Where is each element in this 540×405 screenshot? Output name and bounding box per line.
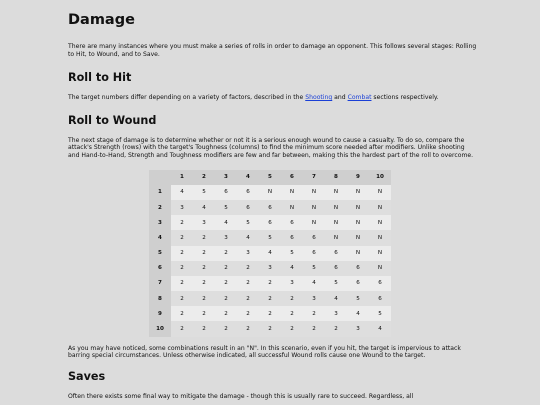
table-cell: 5 <box>215 200 237 215</box>
table-cell: 5 <box>347 291 369 306</box>
strength-row-header: 1 <box>149 185 171 200</box>
table-row <box>149 246 391 261</box>
table-cell: 6 <box>259 200 281 215</box>
table-cell: 2 <box>193 261 215 276</box>
table-cell: 5 <box>193 185 215 200</box>
wound-note-paragraph: As you may have noticed, some combinations result in an "N". In this scenario, even if you hit, the target is impervious to attack barring special circumstances. Unless otherwise indicated, all successful Wound rolls cause one Wound to the target. <box>68 344 461 360</box>
table-cell: N <box>325 200 347 215</box>
table-cell: 2 <box>237 306 259 321</box>
table-cell: 3 <box>215 230 237 245</box>
roll-to-hit-text-before: The target numbers differ depending on a variety of factors, described in the <box>68 94 306 102</box>
table-cell: 2 <box>215 306 237 321</box>
table-cell: 2 <box>281 291 303 306</box>
table-cell: 6 <box>237 200 259 215</box>
table-row <box>149 291 391 306</box>
table-cell: 6 <box>303 230 325 245</box>
table-row <box>149 230 391 245</box>
table-cell: N <box>259 185 281 200</box>
table-cell: N <box>347 185 369 200</box>
table-cell: 4 <box>237 230 259 245</box>
table-row <box>149 215 391 230</box>
roll-to-hit-text-after: sections respectively. <box>371 94 439 102</box>
table-cell: 2 <box>259 291 281 306</box>
table-cell: 2 <box>171 291 193 306</box>
table-cell: 2 <box>171 215 193 230</box>
wound-table-body <box>149 185 391 337</box>
table-cell: 4 <box>259 246 281 261</box>
table-cell: 2 <box>193 246 215 261</box>
table-cell: 2 <box>171 246 193 261</box>
table-cell: 4 <box>281 261 303 276</box>
table-cell: 3 <box>193 215 215 230</box>
strength-row-header: 4 <box>149 230 171 245</box>
table-cell: 2 <box>303 306 325 321</box>
saves-paragraph: Often there exists some final way to mitigate the damage - though this is usually rare to succeed. Regardless, all <box>68 392 414 400</box>
table-cell: 2 <box>215 246 237 261</box>
table-row <box>149 261 391 276</box>
table-cell: N <box>325 185 347 200</box>
toughness-column-header: 10 <box>369 170 391 185</box>
table-cell: 6 <box>281 230 303 245</box>
table-row <box>149 321 391 336</box>
table-cell: 4 <box>369 321 391 336</box>
table-cell: 6 <box>215 185 237 200</box>
table-cell: N <box>347 246 369 261</box>
table-cell: N <box>303 215 325 230</box>
table-cell: 6 <box>347 276 369 291</box>
table-cell: 2 <box>259 306 281 321</box>
table-cell: N <box>369 261 391 276</box>
table-cell: 6 <box>369 291 391 306</box>
table-cell: 2 <box>237 276 259 291</box>
table-cell: N <box>347 200 369 215</box>
table-cell: 2 <box>171 321 193 336</box>
table-cell: 6 <box>369 276 391 291</box>
roll-to-wound-heading: Roll to Wound <box>68 113 157 127</box>
strength-row-header: 5 <box>149 246 171 261</box>
table-cell: 3 <box>281 276 303 291</box>
toughness-column-header: 4 <box>237 170 259 185</box>
table-cell: 3 <box>325 306 347 321</box>
table-cell: 4 <box>171 185 193 200</box>
strength-row-header: 2 <box>149 200 171 215</box>
toughness-column-header: 6 <box>281 170 303 185</box>
table-cell: 2 <box>215 261 237 276</box>
table-cell: N <box>369 230 391 245</box>
table-cell: 2 <box>237 291 259 306</box>
table-cell: N <box>369 215 391 230</box>
table-cell: 6 <box>347 261 369 276</box>
toughness-column-header: 1 <box>171 170 193 185</box>
table-cell: N <box>369 246 391 261</box>
table-cell: 3 <box>347 321 369 336</box>
table-cell: 2 <box>281 321 303 336</box>
strength-row-header: 7 <box>149 276 171 291</box>
table-cell: 2 <box>215 276 237 291</box>
table-cell: 2 <box>193 306 215 321</box>
table-cell: 5 <box>259 230 281 245</box>
table-cell: 2 <box>193 276 215 291</box>
table-cell: 2 <box>259 321 281 336</box>
shooting-link[interactable]: Shooting <box>305 94 333 102</box>
toughness-column-header: 8 <box>325 170 347 185</box>
table-cell: 6 <box>303 246 325 261</box>
table-cell: 5 <box>369 306 391 321</box>
intro-paragraph: There are many instances where you must make a series of rolls in order to damage an opponent. This follows several stages: Rolling to Hit, to Wound, and to Save. <box>68 43 477 58</box>
table-cell: 2 <box>237 261 259 276</box>
wound-table-wrapper <box>68 170 478 337</box>
roll-to-hit-text-mid: and <box>332 94 348 102</box>
table-cell: 4 <box>193 200 215 215</box>
table-cell: N <box>369 200 391 215</box>
saves-heading: Saves <box>68 369 106 383</box>
table-cell: 2 <box>193 230 215 245</box>
table-cell: 2 <box>171 276 193 291</box>
table-cell: N <box>347 230 369 245</box>
table-cell: 2 <box>215 291 237 306</box>
table-cell: 5 <box>281 246 303 261</box>
strength-row-header: 6 <box>149 261 171 276</box>
table-row <box>149 306 391 321</box>
toughness-column-header: 9 <box>347 170 369 185</box>
roll-to-wound-paragraph: The next stage of damage is to determine whether or not it is a serious enough wound to cause a casualty. To do so, compare the attack's Strength (rows) with the target's Toughness (columns) to find the minimum score needed after modifiers. Unlike shooting and Hand-to-Hand, Strength and Toughness modifiers are few and far between, making this the hardest part of the roll to overcome. <box>68 136 474 159</box>
table-cell: 2 <box>193 321 215 336</box>
table-cell: 2 <box>171 261 193 276</box>
table-cell: 2 <box>215 321 237 336</box>
table-cell: 2 <box>237 321 259 336</box>
table-cell: 2 <box>171 230 193 245</box>
table-cell: 2 <box>171 306 193 321</box>
wound-table-header-row <box>149 170 391 185</box>
page-content <box>68 0 478 400</box>
table-cell: 3 <box>237 246 259 261</box>
table-cell: N <box>325 230 347 245</box>
strength-row-header: 3 <box>149 215 171 230</box>
table-row <box>149 200 391 215</box>
table-row <box>149 185 391 200</box>
table-cell: N <box>369 185 391 200</box>
table-cell: 4 <box>303 276 325 291</box>
table-cell: 2 <box>303 321 325 336</box>
table-cell: N <box>281 185 303 200</box>
table-cell: 6 <box>237 185 259 200</box>
table-cell: 3 <box>171 200 193 215</box>
table-cell: N <box>303 185 325 200</box>
table-cell: N <box>347 215 369 230</box>
table-cell: 5 <box>303 261 325 276</box>
table-cell: 3 <box>259 261 281 276</box>
table-row <box>149 276 391 291</box>
table-cell: 3 <box>303 291 325 306</box>
table-cell: 4 <box>347 306 369 321</box>
strength-row-header: 9 <box>149 306 171 321</box>
page-title: Damage <box>68 12 135 28</box>
toughness-column-header: 3 <box>215 170 237 185</box>
table-cell: 2 <box>325 321 347 336</box>
roll-to-hit-heading: Roll to Hit <box>68 71 132 85</box>
toughness-column-header: 5 <box>259 170 281 185</box>
wound-table-corner <box>149 170 171 185</box>
table-cell: N <box>325 215 347 230</box>
roll-to-hit-paragraph <box>68 94 478 102</box>
wound-table <box>149 170 391 337</box>
table-cell: 5 <box>237 215 259 230</box>
combat-link[interactable]: Combat <box>347 94 372 102</box>
strength-row-header: 10 <box>149 321 171 336</box>
table-cell: N <box>281 200 303 215</box>
table-cell: 6 <box>281 215 303 230</box>
table-cell: 2 <box>259 276 281 291</box>
table-cell: 5 <box>325 276 347 291</box>
toughness-column-header: 7 <box>303 170 325 185</box>
table-cell: 6 <box>325 246 347 261</box>
table-cell: 6 <box>259 215 281 230</box>
table-cell: 4 <box>215 215 237 230</box>
table-cell: 4 <box>325 291 347 306</box>
table-cell: 2 <box>193 291 215 306</box>
table-cell: 2 <box>281 306 303 321</box>
table-cell: 6 <box>325 261 347 276</box>
toughness-column-header: 2 <box>193 170 215 185</box>
strength-row-header: 8 <box>149 291 171 306</box>
table-cell: N <box>303 200 325 215</box>
